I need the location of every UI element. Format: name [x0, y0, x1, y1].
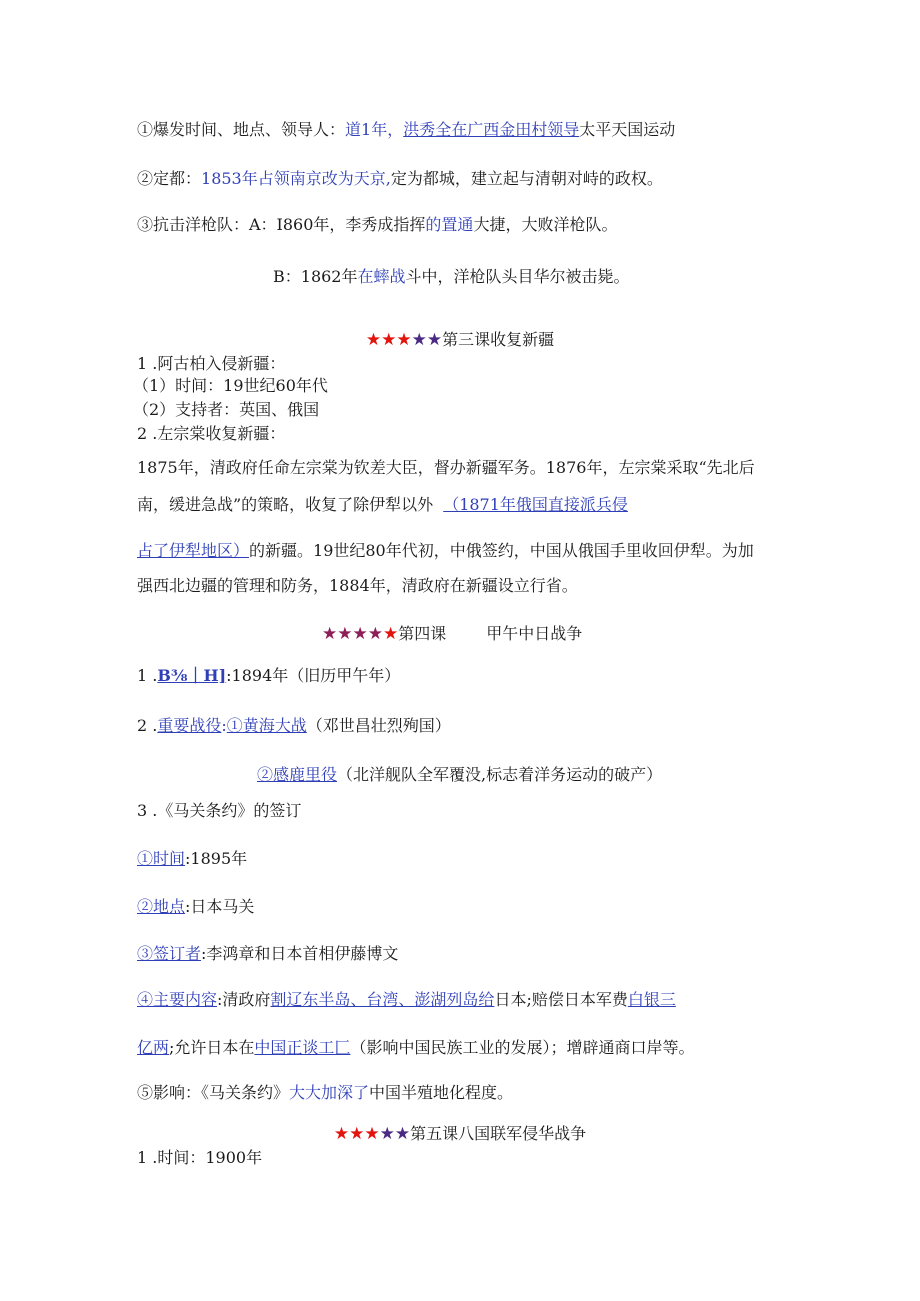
- lesson4-heading: [322, 623, 582, 645]
- star-icon: ★: [349, 1124, 365, 1144]
- taiping-item-3b: B：1862年在蟀战斗中，洋枪队头目华尔被击毙。: [273, 267, 630, 286]
- star-icon: ★: [381, 330, 397, 350]
- star-icon: ★: [383, 624, 399, 644]
- treaty-signers: ③签订者:李鸿章和日本首相伊藤博文: [137, 944, 399, 963]
- lesson3-paragraph-1: 1875年，清政府任命左宗棠为钦差大臣，督办新疆军务。1876年，左宗棠采取“先北后: [137, 458, 755, 477]
- lesson5-heading: [0, 1123, 920, 1145]
- lesson4-point-2: 2 .重要战役:①黄海大战（邓世昌壮烈殉国）: [137, 716, 451, 735]
- treaty-content: ④主要内容:清政府割辽东半岛、台湾、澎湖列岛给日本;赔偿日本军费白银三: [137, 990, 676, 1009]
- lesson3-heading: [0, 329, 920, 351]
- lesson3-point-1a: （1）时间：19世纪60年代: [133, 376, 328, 395]
- lesson5-title: 第五课八国联军侵华战争: [410, 1124, 587, 1143]
- star-icon: ★: [365, 330, 382, 350]
- lesson4-point-1: 1 .B⅜｜H]:1894年（旧历甲午年）: [137, 666, 401, 685]
- taiping-item-1: ①爆发时间、地点、领导人：道1年，洪秀全在广西金田村领导太平天国运动: [137, 120, 676, 139]
- lesson4-point-3: 3 .《马关条约》的签订: [137, 801, 302, 820]
- treaty-impact: ⑤影响：《马关条约》大大加深了中国半殖地化程度。: [137, 1083, 514, 1102]
- treaty-content-cont: 亿两;允许日本在中国正谈工匚（影响中国民族工业的发展）；增辟通商口岸等。: [137, 1038, 695, 1057]
- lesson3-paragraph-4: 强西北边疆的管理和防务，1884年，清政府在新疆设立行省。: [137, 576, 578, 595]
- star-icon: ★: [352, 624, 368, 644]
- lesson3-paragraph-2: 南，缓进急战”的策略，收复了除伊犁以外 （1871年俄国直接派兵侵: [137, 495, 628, 514]
- star-icon: ★: [364, 1124, 380, 1144]
- lesson3-paragraph-3: 占了伊犁地区）的新疆。19世纪80年代初，中俄签约，中国从俄国手里收回伊犁。为加: [137, 541, 754, 560]
- star-icon: ★: [337, 624, 353, 644]
- lesson5-point-1: 1 .时间：1900年: [137, 1148, 263, 1167]
- star-icon: ★: [394, 1124, 411, 1144]
- star-icon: ★: [367, 624, 383, 644]
- treaty-time: ①时间:1895年: [137, 849, 248, 868]
- lesson4-title-a: 第四课: [398, 624, 447, 643]
- star-icon: ★: [322, 624, 338, 644]
- lesson3-title: 第三课收复新疆: [442, 330, 555, 349]
- lesson4-title-b: 甲午中日战争: [486, 624, 583, 643]
- taiping-item-3: ③抗击洋枪队：A：I860年，李秀成指挥的置通大捷，大败洋枪队。: [137, 215, 618, 234]
- lesson4-point-2b: ②感鹿里役（北洋舰队全军覆没,标志着洋务运动的破产）: [257, 765, 663, 784]
- star-icon: ★: [426, 330, 443, 350]
- star-icon: ★: [396, 330, 412, 350]
- lesson3-point-1b: （2）支持者：英国、俄国: [133, 400, 320, 419]
- star-icon: ★: [333, 1124, 350, 1144]
- taiping-item-2: ②定都：1853年占领南京改为天京,定为都城，建立起与清朝对峙的政权。: [137, 169, 663, 188]
- lesson3-point-2: 2 .左宗棠收复新疆：: [137, 424, 286, 443]
- star-icon: ★: [379, 1124, 395, 1144]
- star-icon: ★: [411, 330, 427, 350]
- lesson3-point-1: 1 .阿古柏入侵新疆：: [137, 354, 286, 373]
- treaty-place: ②地点:日本马关: [137, 897, 255, 916]
